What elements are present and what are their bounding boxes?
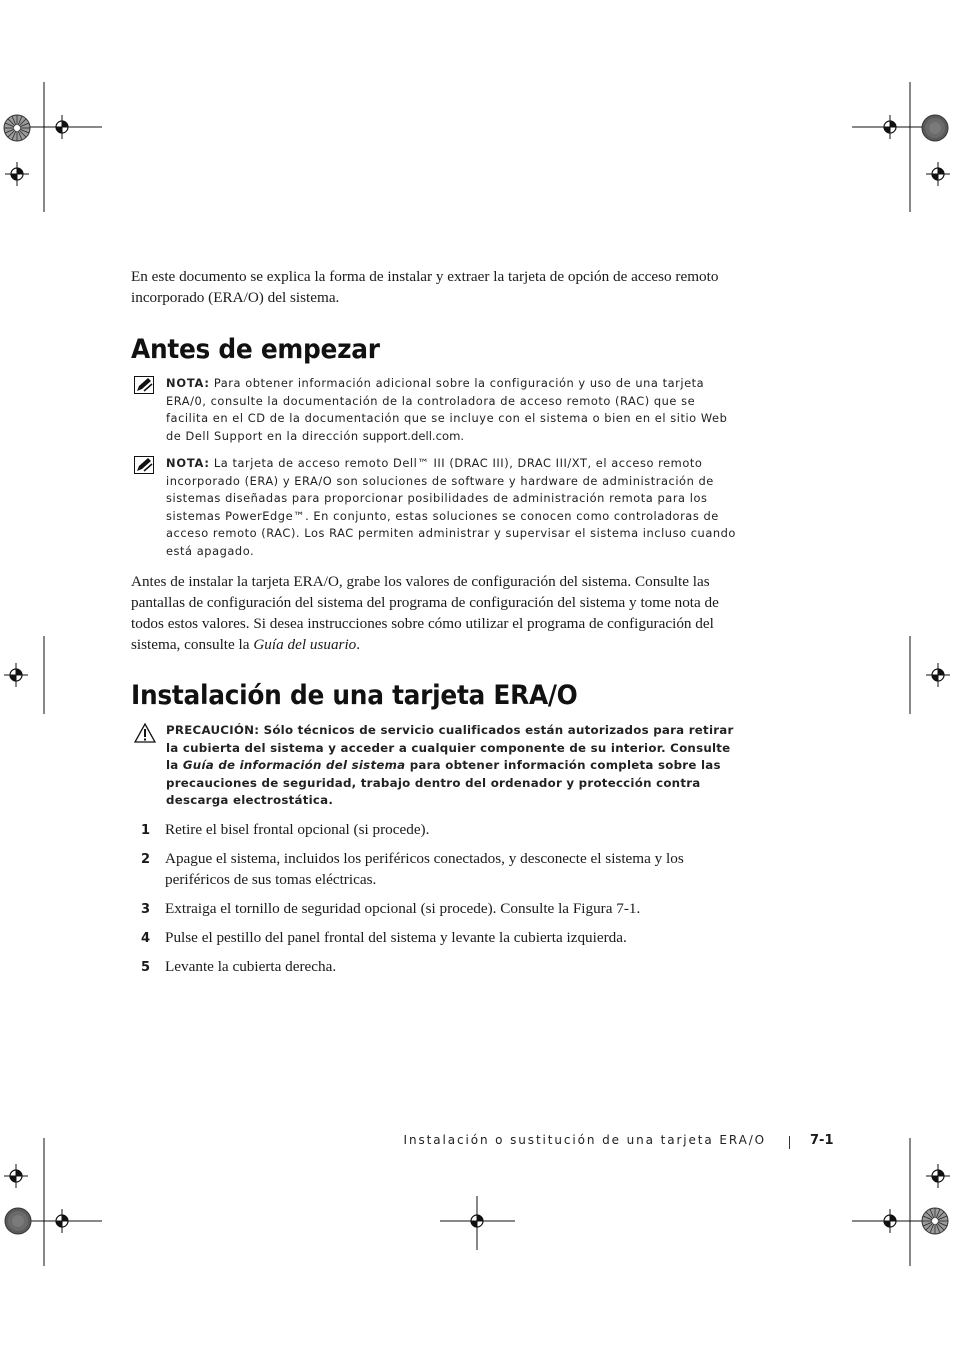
page-footer: [0, 1133, 954, 1153]
step-text: Pulse el pestillo del panel frontal del sistema y levante la cubierta izquierda.: [165, 929, 627, 946]
step-number: 3: [141, 902, 151, 917]
note-text-end: .: [460, 428, 465, 443]
list-item: [131, 927, 751, 948]
section-heading-antes: Antes de empezar: [131, 334, 380, 365]
caution-triangle-icon: [134, 723, 156, 743]
step-text: Levante la cubierta derecha.: [165, 958, 337, 975]
caution-text-end: para obtener información completa sobre las precauciones de seguridad, trabajo dentro del ordenador y protección contra descarga electrostática.: [166, 758, 721, 808]
step-number: 2: [141, 852, 151, 867]
note-1: [131, 375, 741, 445]
page-number: 7-1: [810, 1133, 834, 1148]
step-text: Apague el sistema, incluidos los periféricos conectados, y desconecte el sistema y los periféricos de sus tomas eléctricas.: [165, 850, 684, 888]
paragraph-end: .: [356, 636, 361, 653]
section-heading-instalacion: Instalación de una tarjeta ERA/O: [131, 680, 578, 711]
list-item: [131, 848, 751, 890]
list-item: [131, 819, 751, 840]
user-guide-ref: Guía del usuario: [253, 636, 357, 653]
before-install-paragraph: [131, 571, 741, 655]
caution-label: PRECAUCIÓN:: [166, 723, 260, 737]
caution-text: Sólo técnicos de servicio cualificados están autorizados para retirar la cubierta del sistema y acceder a cualquier componente de su interior. Consulte la: [166, 723, 734, 773]
intro-paragraph: En este documento se explica la forma de instalar y extraer la tarjeta de opción de acceso remoto incorporado (ERA/O) del sistema.: [131, 268, 719, 306]
safety-guide-ref: Guía de información del sistema: [182, 758, 406, 773]
note-pencil-icon: [134, 456, 154, 474]
footer-title: Instalación o sustitución de una tarjeta ERA/O: [403, 1133, 766, 1147]
step-text: Retire el bisel frontal opcional (si procede).: [165, 821, 430, 838]
step-text: Extraiga el tornillo de seguridad opcional (si procede). Consulte la Figura 7-1.: [165, 900, 641, 917]
note-pencil-icon: [134, 376, 154, 394]
footer-divider: [789, 1136, 790, 1149]
note-2: [131, 455, 741, 561]
step-number: 4: [141, 931, 151, 946]
note-text: La tarjeta de acceso remoto Dell™ III (DRAC III), DRAC III/XT, el acceso remoto incorporado (ERA) y ERA/O son soluciones de software y hardware de administración de sistemas diseñadas para proporcionar posibilidades de administración remota para los sistemas PowerEdge™. En conjunto, estas soluciones se conocen como controladoras de acceso remoto (RAC). Los RAC permiten administrar y supervisar el sistema incluso cuando está apagado.: [166, 456, 736, 558]
install-steps: [131, 819, 751, 977]
note-label: NOTA:: [166, 456, 210, 470]
support-link[interactable]: support.dell.com: [362, 428, 461, 443]
note-label: NOTA:: [166, 376, 210, 390]
list-item: [131, 898, 751, 919]
note-text: Para obtener información adicional sobre la configuración y uso de una tarjeta ERA/0, consulte la documentación de la controladora de acceso remoto (RAC) que se facilita en el CD de la documentación que se incluye con el sistema o bien en el sitio Web de Dell Support en la dirección: [166, 376, 728, 443]
caution-block: [131, 722, 741, 810]
paragraph-text: Antes de instalar la tarjeta ERA/O, grabe los valores de configuración del sistema. Consulte las pantallas de configuración del sistema del programa de configuración del sistema y tome nota de todos estos valores. Si desea instrucciones sobre cómo utilizar el programa de configuración del sistema, consulte la: [131, 573, 719, 653]
step-number: 5: [141, 960, 151, 975]
list-item: [131, 956, 751, 977]
step-number: 1: [141, 823, 151, 838]
